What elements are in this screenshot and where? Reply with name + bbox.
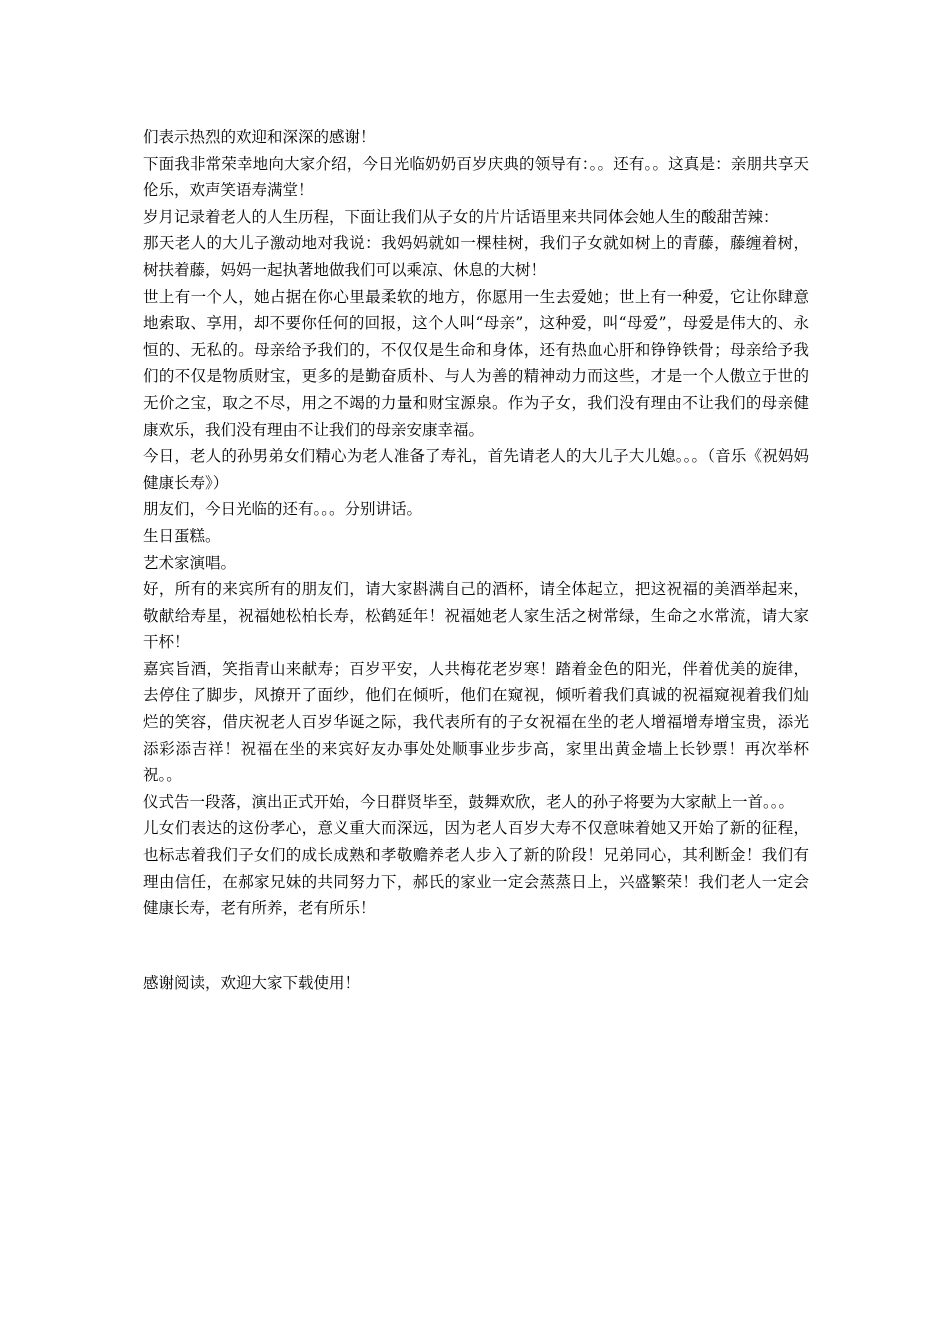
paragraph-birthday-gifts: 今日，老人的孙男弟女们精心为老人准备了寿礼，首先请老人的大儿子大儿媳。。。（音乐《祝妈妈健康长寿》） (143, 447, 809, 492)
document-body (143, 124, 809, 922)
paragraph-guest-introduction: 下面我非常荣幸地向大家介绍，今日光临奶奶百岁庆典的领导有：。。还有。。这真是：亲朋共享天伦乐，欢声笑语寿满堂！ (143, 154, 809, 200)
paragraph-conclusion: 儿女们表达的这份孝心，意义重大而深远，因为老人百岁大寿不仅意味着她又开始了新的征程，也标志着我们子女们的成长成熟和孝敬赡养老人步入了新的阶段！兄弟同心，其利断金！我们有理由信任，在郝家兄妹的共同努力下，郝氏的家业一定会蒸蒸日上，兴盛繁荣！我们老人一定会健康长寿，老有所养，老有所乐！ (143, 819, 809, 918)
closing-note: 感谢阅读，欢迎大家下载使用！ (143, 974, 361, 992)
paragraph-welcome-thanks: 们表示热烈的欢迎和深深的感谢！ (143, 128, 376, 146)
paragraph-toast: 好，所有的来宾所有的朋友们，请大家斟满自己的酒杯，请全体起立，把这祝福的美酒举起来，敬献给寿星，祝福她松柏长寿，松鹤延年！祝福她老人家生活之树常绿，生命之水常流，请大家干杯！ (143, 580, 809, 652)
paragraph-performance-start: 仪式告一段落，演出正式开始，今日群贤毕至，鼓舞欢欣，老人的孙子将要为大家献上一首。。。 (143, 792, 795, 811)
paragraph-eldest-son-words: 那天老人的大儿子激动地对我说：我妈妈就如一棵桂树，我们子女就如树上的青藤，藤缠着树，树扶着藤，妈妈一起执著地做我们可以乘凉、休息的大树！ (143, 234, 809, 279)
paragraph-birthday-cake: 生日蛋糕。 (143, 526, 221, 545)
paragraph-artist-singing: 艺术家演唱。 (143, 553, 237, 572)
paragraph-life-history: 岁月记录着老人的人生历程，下面让我们从子女的片片话语里来共同体会她人生的酸甜苦辣： (143, 207, 779, 226)
paragraph-blessings: 嘉宾旨酒，笑指青山来献寿；百岁平安，人共梅花老岁寒！踏着金色的阳光，伴着优美的旋律，去停住了脚步，风撩开了面纱，他们在倾听，他们在窥视，倾听着我们真诚的祝福窥视着我们灿烂的笑容，借庆祝老人百岁华诞之际，我代表所有的子女祝福在坐的老人增福增寿增宝贵，添光添彩添吉祥！祝福在坐的来宾好友办事处处顺事业步步高，家里出黄金墙上长钞票！再次举杯祝。。 (143, 659, 809, 785)
paragraph-guest-speeches: 朋友们，今日光临的还有。。。分别讲话。 (143, 500, 423, 519)
paragraph-mother-love: 世上有一个人，她占据在你心里最柔软的地方，你愿用一生去爱她；世上有一种爱，它让你肆意地索取、享用，却不要你任何的回报，这个人叫“母亲”，这种爱，叫“母爱”，母爱是伟大的、永恒的、无私的。母亲给予我们的，不仅仅是生命和身体，还有热血心肝和铮铮铁骨；母亲给予我们的不仅是物质财宝，更多的是勤奋质朴、与人为善的精神动力而这些，才是一个人傲立于世的无价之宝，取之不尽，用之不竭的力量和财宝源泉。作为子女，我们没有理由不让我们的母亲健康欢乐，我们没有理由不让我们的母亲安康幸福。 (143, 287, 809, 439)
